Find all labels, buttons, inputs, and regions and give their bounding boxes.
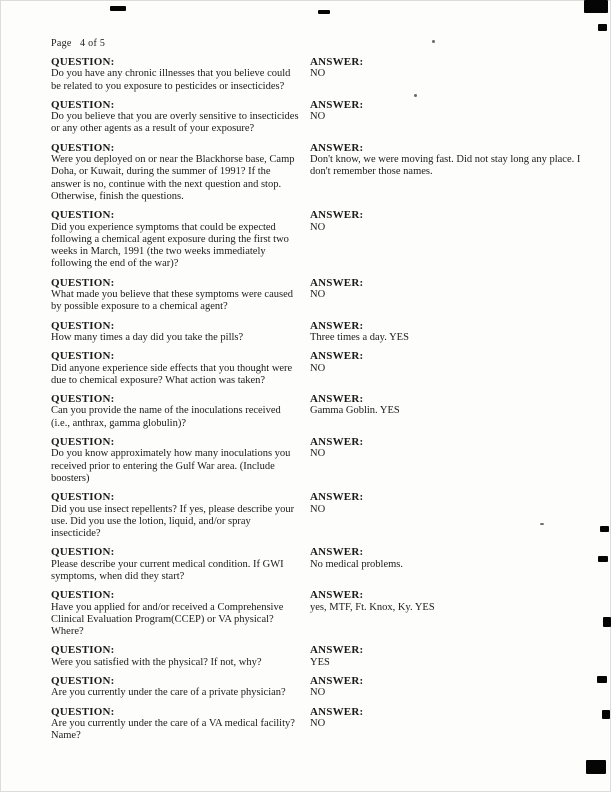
question-text: Did you experience symptoms that could be expected following a chemical agent exposure during the first two weeks in March, 1991 (the two weeks immediately following the end of the war)? <box>51 221 289 270</box>
answer-text: Gamma Goblin. YES <box>310 405 400 417</box>
question-label: QUESTION: <box>51 644 115 657</box>
answer-text: NO <box>310 448 326 460</box>
question-label: QUESTION: <box>51 141 115 154</box>
qa-block <box>51 436 605 485</box>
question-text: Can you provide the name of the inoculations received (i.e., anthrax, gamma globulin)? <box>51 405 281 429</box>
question-label: QUESTION: <box>51 319 115 332</box>
answer-label: ANSWER: <box>310 705 364 718</box>
answer-text: NO <box>310 221 326 233</box>
question-text: How many times a day did you take the pills? <box>51 331 244 343</box>
qa-block <box>51 644 605 669</box>
answer-text: Don't know, we were moving fast. Did not stay long any place. I don't remember those names. <box>310 154 581 178</box>
qa-block <box>51 393 605 430</box>
answer-label: ANSWER: <box>310 589 364 602</box>
qa-list <box>51 56 605 743</box>
qa-block <box>51 142 605 203</box>
answer-label: ANSWER: <box>310 319 364 332</box>
question-text: Did anyone experience side effects that you thought were due to chemical exposure? What action was taken? <box>51 362 293 386</box>
question-text: Do you know approximately how many inoculations you received prior to entering the Gulf War area. (Include boosters) <box>51 448 291 484</box>
question-text: Were you satisfied with the physical? If not, why? <box>51 656 262 668</box>
question-label: QUESTION: <box>51 675 115 688</box>
question-text: Were you deployed on or near the Blackhorse base, Camp Doha, or Kuwait, during the summer of 1991? If the answer is no, continue with the next question and stop. Otherwise, finish the questions. <box>51 154 295 202</box>
question-text: Are you currently under the care of a VA medical facility? Name? <box>51 717 295 742</box>
answer-label: ANSWER: <box>310 98 364 111</box>
answer-text: NO <box>310 687 326 699</box>
answer-text: Three times a day. YES <box>310 331 409 343</box>
answer-label: ANSWER: <box>310 276 364 289</box>
question-label: QUESTION: <box>51 589 115 602</box>
answer-label: ANSWER: <box>310 393 364 406</box>
scan-artifact <box>584 0 608 13</box>
page-content <box>51 38 605 749</box>
qa-block <box>51 209 605 270</box>
question-label: QUESTION: <box>51 98 115 111</box>
qa-block <box>51 350 605 387</box>
question-text: Do you believe that you are overly sensitive to insecticides or any other agents as a result of your exposure? <box>51 111 299 135</box>
answer-label: ANSWER: <box>310 350 364 363</box>
qa-block <box>51 277 605 314</box>
answer-text: YES <box>310 656 330 668</box>
question-label: QUESTION: <box>51 393 115 406</box>
question-label: QUESTION: <box>51 491 115 504</box>
answer-text: NO <box>310 362 326 374</box>
question-label: QUESTION: <box>51 705 115 718</box>
answer-label: ANSWER: <box>310 209 364 222</box>
qa-block <box>51 320 605 345</box>
scan-artifact <box>318 10 330 14</box>
answer-label: ANSWER: <box>310 644 364 657</box>
answer-label: ANSWER: <box>310 436 364 449</box>
answer-text: No medical problems. <box>310 558 404 570</box>
qa-block <box>51 675 605 700</box>
question-text: Have you applied for and/or received a Comprehensive Clinical Evaluation Program(CCEP) or VA physical? Where? <box>51 601 284 638</box>
scan-artifact <box>110 6 126 11</box>
question-text: Are you currently under the care of a private physician? <box>51 687 286 699</box>
qa-block <box>51 491 605 540</box>
qa-block <box>51 99 605 136</box>
answer-text: yes, MTF, Ft. Knox, Ky. YES <box>310 601 435 613</box>
qa-block <box>51 589 605 638</box>
answer-label: ANSWER: <box>310 56 364 68</box>
answer-text: NO <box>310 111 326 123</box>
answer-text: NO <box>310 68 326 80</box>
qa-block <box>51 546 605 583</box>
qa-block <box>51 56 605 93</box>
scan-artifact <box>586 760 606 774</box>
question-label: QUESTION: <box>51 436 115 449</box>
question-label: QUESTION: <box>51 546 115 559</box>
question-label: QUESTION: <box>51 209 115 222</box>
answer-label: ANSWER: <box>310 675 364 688</box>
scan-artifact <box>598 24 607 31</box>
question-label: QUESTION: <box>51 56 115 68</box>
page-number: Page 4 of 5 <box>51 38 106 49</box>
answer-text: NO <box>310 717 326 729</box>
answer-label: ANSWER: <box>310 491 364 504</box>
question-label: QUESTION: <box>51 276 115 289</box>
answer-text: NO <box>310 503 326 515</box>
question-label: QUESTION: <box>51 350 115 363</box>
answer-label: ANSWER: <box>310 546 364 559</box>
question-text: Do you have any chronic illnesses that you believe could be related to you exposure to pesticides or insecticides? <box>51 68 291 92</box>
question-text: Please describe your current medical condition. If GWI symptoms, when did they start? <box>51 558 284 582</box>
qa-block <box>51 706 605 743</box>
question-text: What made you believe that these symptoms were caused by possible exposure to a chemical agent? <box>51 289 294 313</box>
question-text: Did you use insect repellents? If yes, please describe your use. Did you use the lotion, liquid, and/or spray insecticide? <box>51 503 295 540</box>
answer-label: ANSWER: <box>310 141 364 154</box>
answer-text: NO <box>310 289 326 301</box>
